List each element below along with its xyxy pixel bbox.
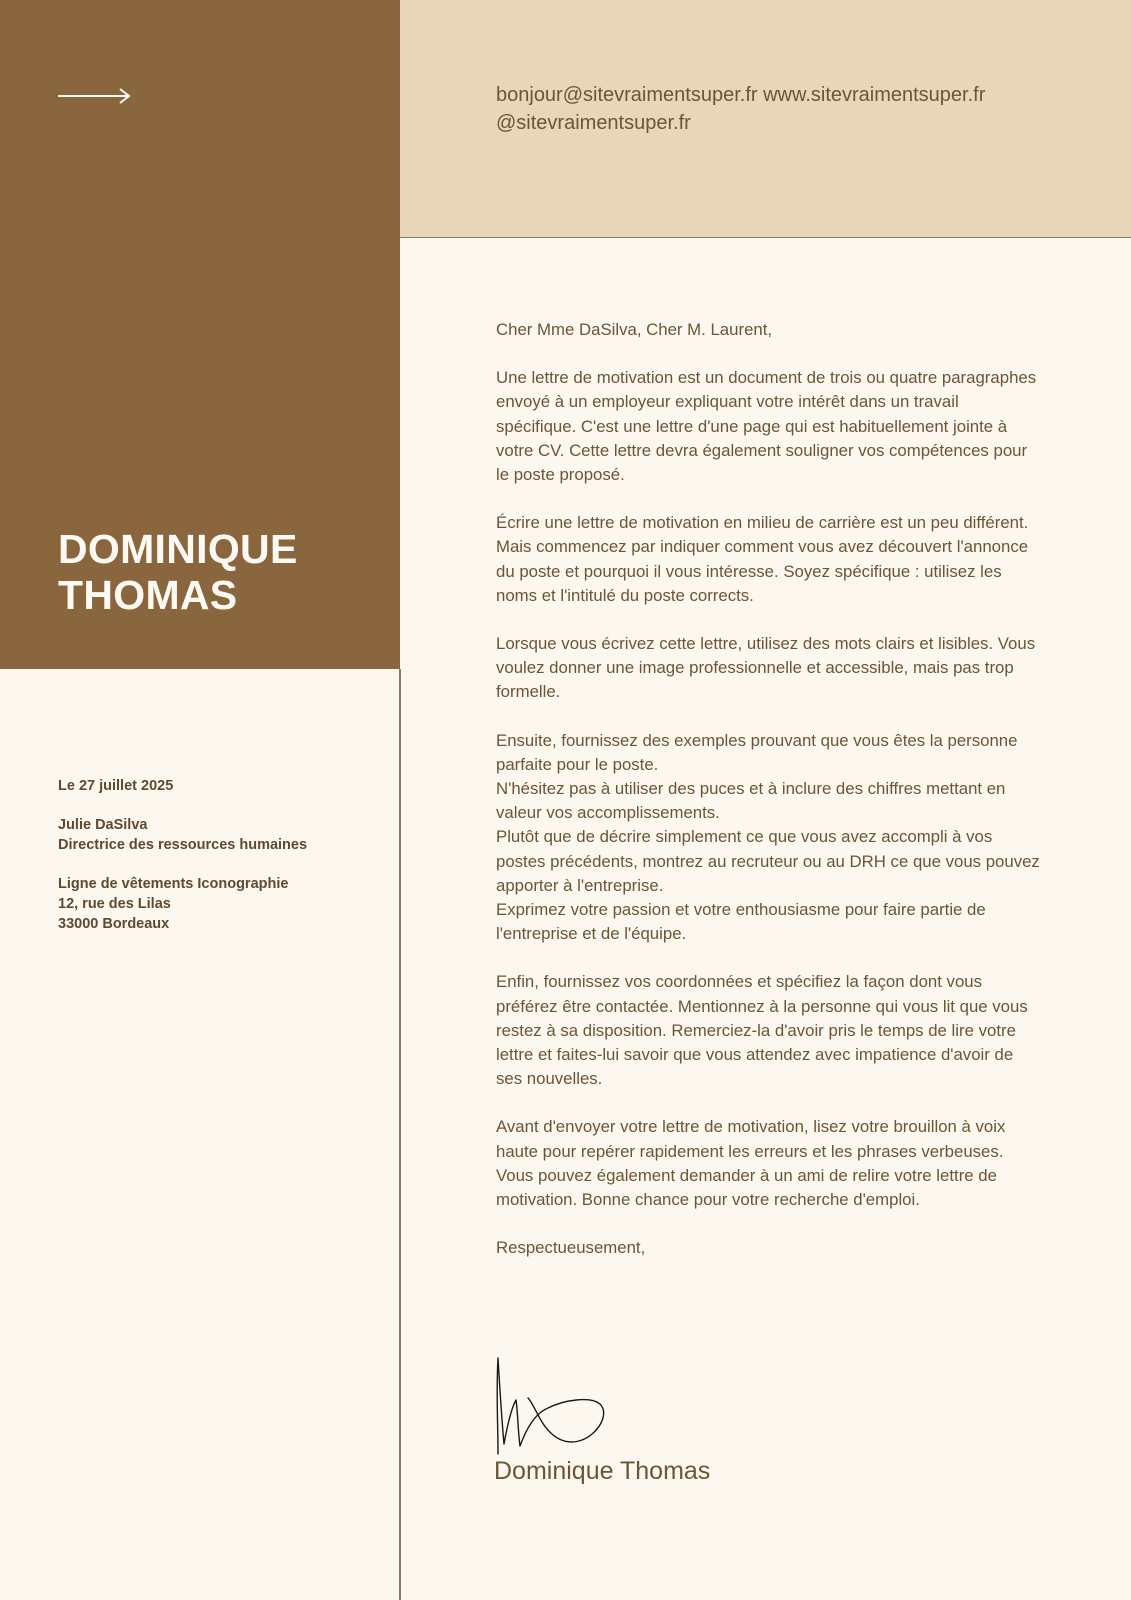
letter-body <box>496 318 1041 1285</box>
letter-paragraph-6: Avant d'envoyer votre lettre de motivation, lisez votre brouillon à voix haute pour repérer rapidement les erreurs et les phrases verbeuses. Vous pouvez également demander à un ami de relire votre lettre de motivation. Bonne chance pour votre recherche d'emploi. <box>496 1117 1006 1210</box>
recipient-block <box>58 776 388 934</box>
name-panel <box>0 0 400 669</box>
contact-social[interactable]: @sitevraimentsuper.fr <box>496 112 691 134</box>
column-divider <box>399 669 401 1600</box>
letter-paragraph-3: Lorsque vous écrivez cette lettre, utilisez des mots clairs et lisibles. Vous voulez donner une image professionnelle et accessible, mais pas trop formelle. <box>496 634 1036 702</box>
letter-paragraph-2: Écrire une lettre de motivation en milieu de carrière est un peu différent. Mais commencez par indiquer comment vous avez découvert l'annonce du poste et pourquoi il vous intéresse. Soyez spécifique : utilisez les noms et l'intitulé du poste corrects. <box>496 513 1029 605</box>
recipient-title: Directrice des ressources humaines <box>58 837 308 853</box>
sender-last-name: THOMAS <box>58 572 238 618</box>
signature-icon <box>492 1352 612 1458</box>
contact-email-site[interactable]: bonjour@sitevraimentsuper.fr www.sitevraimentsuper.fr <box>496 84 986 106</box>
sender-first-name: DOMINIQUE <box>58 526 298 572</box>
letter-paragraph-1: Une lettre de motivation est un document de trois ou quatre paragraphes envoyé à un employeur expliquant votre intérêt dans un travail spécifique. C'est une lettre d'une page qui est habituellement jointe à votre CV. Cette lettre devra également souligner vos compétences pour le poste proposé. <box>496 368 1037 485</box>
recipient-city: 33000 Bordeaux <box>58 916 170 932</box>
letter-paragraph-4-line: Exprimez votre passion et votre enthousiasme pour faire partie de l'entreprise et de l'équipe. <box>496 900 986 944</box>
recipient-name: Julie DaSilva <box>58 817 148 833</box>
letter-salutation: Cher Mme DaSilva, Cher M. Laurent, <box>496 320 773 339</box>
recipient-street: 12, rue des Lilas <box>58 896 171 912</box>
letter-paragraph-4-line: N'hésitez pas à utiliser des puces et à inclure des chiffres mettant en valeur vos accomplissements. <box>496 779 1006 823</box>
contact-info <box>496 81 1096 137</box>
signer-name: Dominique Thomas <box>494 1457 711 1485</box>
letter-paragraph-4 <box>496 729 1041 947</box>
letter-paragraph-4-line: Ensuite, fournissez des exemples prouvant que vous êtes la personne parfaite pour le poste. <box>496 730 1018 774</box>
letter-paragraph-5: Enfin, fournissez vos coordonnées et spécifiez la façon dont vous préférez être contactée. Mentionnez à la personne qui vous lit que vous restez à sa disposition. Remerciez-la d'avoir pris le temps de lire votre lettre et faites-lui savoir que vous attendez avec impatience d'avoir de ses nouvelles. <box>496 972 1028 1089</box>
recipient-company: Ligne de vêtements Iconographie <box>58 876 289 892</box>
sender-name <box>58 526 388 618</box>
right-arrow-icon <box>58 86 132 106</box>
letter-closing: Respectueusement, <box>496 1238 646 1258</box>
letter-paragraph-4-line: Plutôt que de décrire simplement ce que vous avez accompli à vos postes précédents, montrez au recruteur ou au DRH ce que vous pouvez apporter à l'entreprise. <box>496 827 1040 895</box>
letter-date: Le 27 juillet 2025 <box>58 778 174 794</box>
